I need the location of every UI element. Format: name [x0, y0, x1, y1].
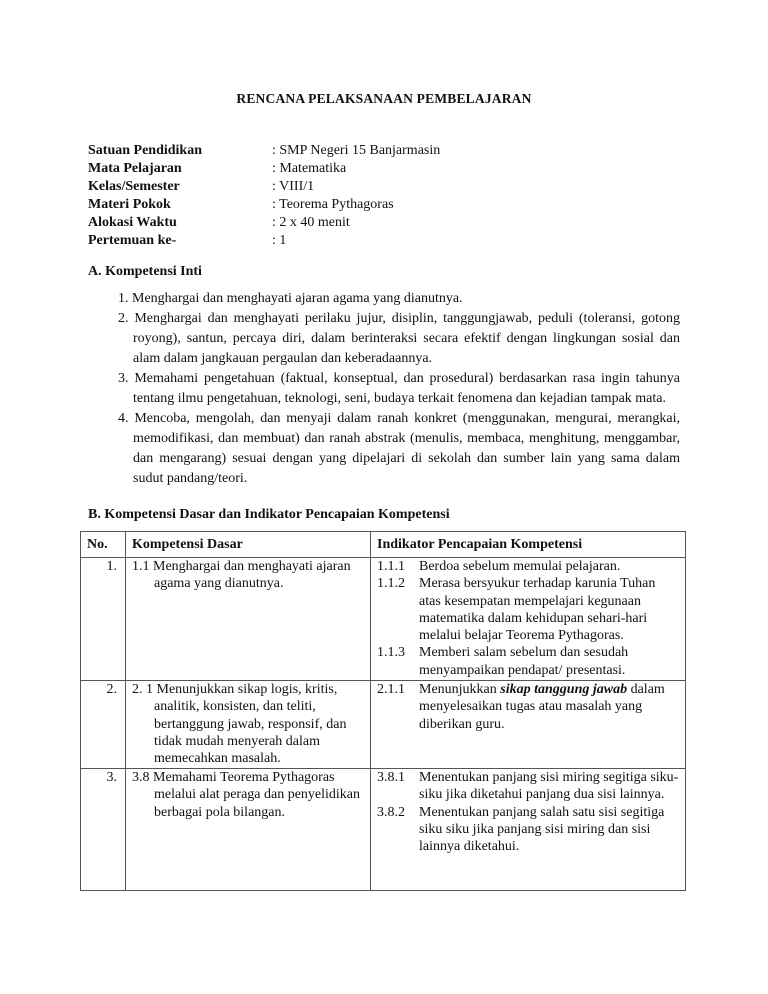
indicator-text [419, 769, 679, 804]
indicator-cell [371, 558, 686, 681]
list-item: 4. Mencoba, mengolah, dan menyaji dalam ranah konkret (menggunakan, mengurai, merangkai, memodifikasi, dan membuat) dan ranah abstrak (menulis, membaca, menghitung, menggambar, dan mengarang) sesuai dengan yang dipelajari di sekolah dan sumber lain yang sama dalam sudut pandang/teori. [118, 411, 680, 486]
indicator-item [377, 644, 679, 679]
meta-value: : VIII/1 [272, 179, 315, 194]
indicator-text-part: Merasa bersyukur terhadap karunia Tuhan atas kesempatan mempelajari kegunaan matematika dalam kehidupan sehari-hari melalui belajar Teorema Pythagoras. [419, 576, 656, 644]
indicator-item [377, 769, 679, 804]
indicator-cell [371, 681, 686, 769]
meta-row [88, 160, 588, 178]
indicator-item [377, 558, 679, 575]
meta-label: Mata Pelajaran [88, 161, 182, 176]
meta-value: : 1 [272, 233, 287, 248]
column-header-kd: Kompetensi Dasar [126, 532, 371, 558]
meta-row [88, 214, 588, 232]
list-item: 2. Menghargai dan menghayati perilaku jujur, disiplin, tanggungjawab, peduli (toleransi, gotong royong), santun, percaya diri, dalam berinteraksi secara efektif dengan lingkungan sosial dan alam dalam jangkauan pergaulan dan keberadaannya. [118, 311, 680, 366]
kompetensi-dasar: 1.1 Menghargai dan menghayati ajaran agama yang dianutnya. [132, 559, 351, 592]
indicator-text-part: Menentukan panjang sisi miring segitiga siku-siku jika diketahui panjang dua sisi lainnya. [419, 770, 679, 803]
table-row [81, 769, 686, 891]
row-number: 3. [81, 769, 126, 891]
indicator-text [419, 644, 679, 679]
meta-label: Materi Pokok [88, 197, 171, 212]
kd-cell [126, 681, 371, 769]
meta-row [88, 196, 588, 214]
indicator-number: 1.1.3 [377, 645, 405, 661]
indicator-number: 1.1.1 [377, 559, 405, 574]
meta-row [88, 232, 588, 250]
indicator-item [377, 575, 679, 644]
meta-label: Pertemuan ke- [88, 233, 177, 248]
indicator-text [419, 558, 679, 575]
kompetensi-dasar: 3.8 Memahami Teorema Pythagoras melalui alat peraga dan penyelidikan berbagai pola bilangan. [132, 770, 361, 820]
indicator-item [377, 804, 679, 856]
table-row [81, 681, 686, 769]
indicator-text-part: Berdoa sebelum memulai pelajaran. [419, 559, 621, 574]
row-number: 1. [81, 558, 126, 681]
document-title: RENCANA PELAKSANAAN PEMBELAJARAN [236, 91, 532, 106]
meta-row [88, 142, 588, 160]
row-number: 2. [81, 681, 126, 769]
kd-cell [126, 558, 371, 681]
meta-value: : SMP Negeri 15 Banjarmasin [272, 143, 441, 158]
indicator-item [377, 681, 679, 733]
kd-cell [126, 769, 371, 891]
list-item: 3. Memahami pengetahuan (faktual, konseptual, dan prosedural) berdasarkan rasa ingin tahunya tentang ilmu pengetahuan, teknologi, seni, budaya terkait fenomena dan kejadian tampak mata. [118, 371, 680, 406]
indicator-text [419, 575, 679, 644]
list-item: 1. Menghargai dan menghayati ajaran agama yang dianutnya. [118, 291, 463, 306]
indicator-text [419, 804, 679, 856]
section-a-heading: A. Kompetensi Inti [88, 264, 202, 279]
meta-label: Alokasi Waktu [88, 215, 177, 230]
indicator-number: 3.8.1 [377, 770, 405, 785]
indicator-text-part: Menentukan panjang salah satu sisi segitiga siku siku jika panjang sisi miring dan sisi lainnya diketahui. [419, 804, 665, 855]
indicator-text-part: sikap tanggung jawab [500, 682, 628, 697]
identity-block [88, 142, 588, 250]
indicator-number: 2.1.1 [377, 682, 405, 697]
indicator-text-part: Menunjukkan [419, 682, 501, 697]
indicator-text-part: dalam menyelesaikan tugas atau masalah yang diberikan guru. [419, 682, 665, 732]
indicator-text-part: Memberi salam sebelum dan sesudah menyampaikan pendapat/ presentasi. [419, 645, 629, 678]
meta-value: : Teorema Pythagoras [272, 197, 394, 212]
meta-label: Satuan Pendidikan [88, 143, 202, 158]
indicator-number: 3.8.2 [377, 804, 405, 820]
column-header-indicator: Indikator Pencapaian Kompetensi [371, 532, 686, 558]
kompetensi-inti-list [104, 289, 680, 489]
indicator-number: 1.1.2 [377, 576, 405, 592]
meta-value: : 2 x 40 menit [272, 215, 350, 230]
table-header-row [81, 532, 686, 558]
competency-table [80, 531, 686, 891]
section-b-heading: B. Kompetensi Dasar dan Indikator Pencapaian Kompetensi [88, 507, 450, 522]
meta-label: Kelas/Semester [88, 179, 180, 194]
kompetensi-dasar: 2. 1 Menunjukkan sikap logis, kritis, analitik, konsisten, dan teliti, bertanggung jawab, responsif, dan tidak mudah menyerah dalam memecahkan masalah. [132, 682, 347, 767]
column-header-no: No. [81, 532, 126, 558]
indicator-text [419, 681, 679, 733]
meta-value: : Matematika [272, 161, 347, 176]
table-row [81, 558, 686, 681]
meta-row [88, 178, 588, 196]
indicator-cell [371, 769, 686, 891]
